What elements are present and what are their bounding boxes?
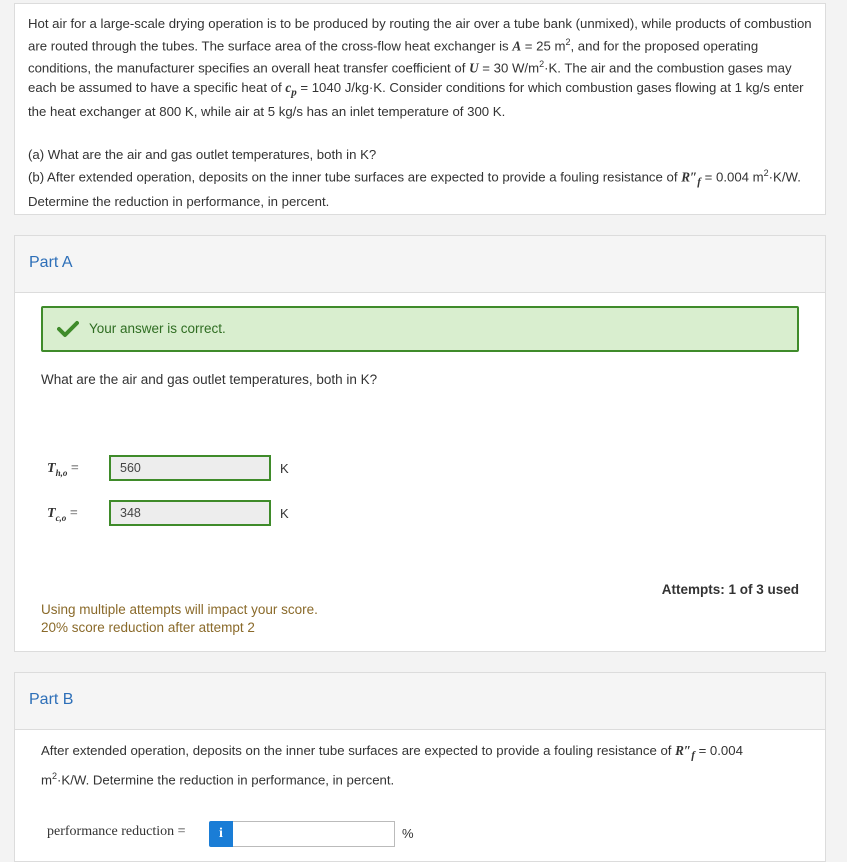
answer-unit-th: K — [280, 461, 289, 476]
correct-message: Your answer is correct. — [89, 321, 226, 336]
rf-exponent: 2 — [763, 168, 769, 178]
answer-label-tc — [47, 506, 78, 523]
part-b-question — [41, 741, 781, 790]
problem-intro — [28, 14, 818, 121]
area-exponent: 2 — [565, 37, 571, 47]
intro-text-1: Hot air for a large-scale drying operation is to be produced by routing the air over a tube bank (unmixed), while products of combustion are routed through the tubes. The surface area of the cross-flow heat exchanger is — [28, 16, 812, 54]
tc-subscript: c,o — [55, 512, 67, 523]
part-a-title[interactable]: Part A — [29, 254, 73, 271]
problem-statement — [14, 3, 826, 215]
part-b-rf-subscript: f — [691, 749, 695, 762]
rf-subscript: f — [697, 176, 701, 189]
problem-questions — [28, 145, 818, 211]
answer-unit-tc: K — [280, 506, 289, 521]
u-exponent: 2 — [539, 59, 545, 70]
area-value: = 25 m — [521, 38, 566, 54]
area-symbol: A — [512, 38, 522, 54]
part-b-text-2: ·K/W. Determine the reduction in performance, in percent. — [57, 772, 395, 788]
cp-symbol: c — [285, 79, 292, 95]
rf-symbol: R″ — [681, 169, 698, 185]
th-symbol: T — [47, 461, 56, 476]
answer-field-th[interactable]: 560 — [109, 455, 271, 481]
u-value: = 30 W/m — [478, 60, 540, 76]
question-b-text-1: (b) After extended operation, deposits on the inner tube surfaces are expected to provide a fouling resistance of — [28, 169, 682, 185]
percent-unit: % — [402, 826, 414, 841]
performance-reduction-label: performance reduction = — [47, 824, 186, 839]
cp-subscript: p — [291, 86, 297, 99]
performance-reduction-input[interactable] — [233, 821, 395, 847]
part-a-panel — [14, 235, 826, 652]
part-b-panel — [14, 672, 826, 862]
part-b-rf-symbol: R″ — [675, 743, 692, 758]
cp-value: = 1040 J/kg·K. Consider conditions for which combustion gases flowing at 1 kg/s enter the heat exchanger at 800 K, while air at 5 kg/s has an inlet temperature of 300 K. — [28, 79, 804, 120]
question-b-text-2: ·K/W. Determine the reduction in performance, in percent. — [28, 169, 801, 210]
part-b-text-1: After extended operation, deposits on the inner tube surfaces are expected to provide a fouling resistance of — [41, 743, 676, 758]
attempts-counter: Attempts: 1 of 3 used — [661, 582, 799, 597]
rf-value: = 0.004 m — [700, 169, 764, 185]
part-a-question: What are the air and gas outlet temperatures, both in K? — [41, 372, 378, 387]
checkmark-icon — [57, 320, 79, 338]
answer-label-th — [47, 461, 79, 478]
part-b-rf-exponent: 2 — [52, 770, 58, 781]
th-equals: = — [67, 461, 79, 476]
part-a-header[interactable] — [15, 236, 825, 293]
info-icon[interactable]: i — [209, 821, 233, 847]
intro-text-2: , and for the proposed operating conditions, the manufacturer specifies an overall heat transfer coefficient of — [28, 38, 759, 76]
intro-text-3: ·K. The air and the combustion gases may each be assumed to have a specific heat of — [28, 60, 792, 95]
u-symbol: U — [469, 60, 479, 76]
answer-field-tc[interactable]: 348 — [109, 500, 271, 526]
correct-answer-banner — [41, 306, 799, 352]
part-b-title[interactable]: Part B — [29, 691, 74, 708]
part-b-header[interactable] — [15, 673, 825, 730]
tc-equals: = — [66, 506, 78, 521]
th-subscript: h,o — [55, 467, 68, 478]
attempts-warning: Using multiple attempts will impact your score. — [41, 602, 318, 617]
score-reduction-note: 20% score reduction after attempt 2 — [41, 620, 255, 635]
part-b-rf-value: = 0.004 m — [41, 743, 743, 788]
tc-symbol: T — [47, 506, 56, 521]
question-a-text: (a) What are the air and gas outlet temperatures, both in K? — [28, 147, 377, 162]
